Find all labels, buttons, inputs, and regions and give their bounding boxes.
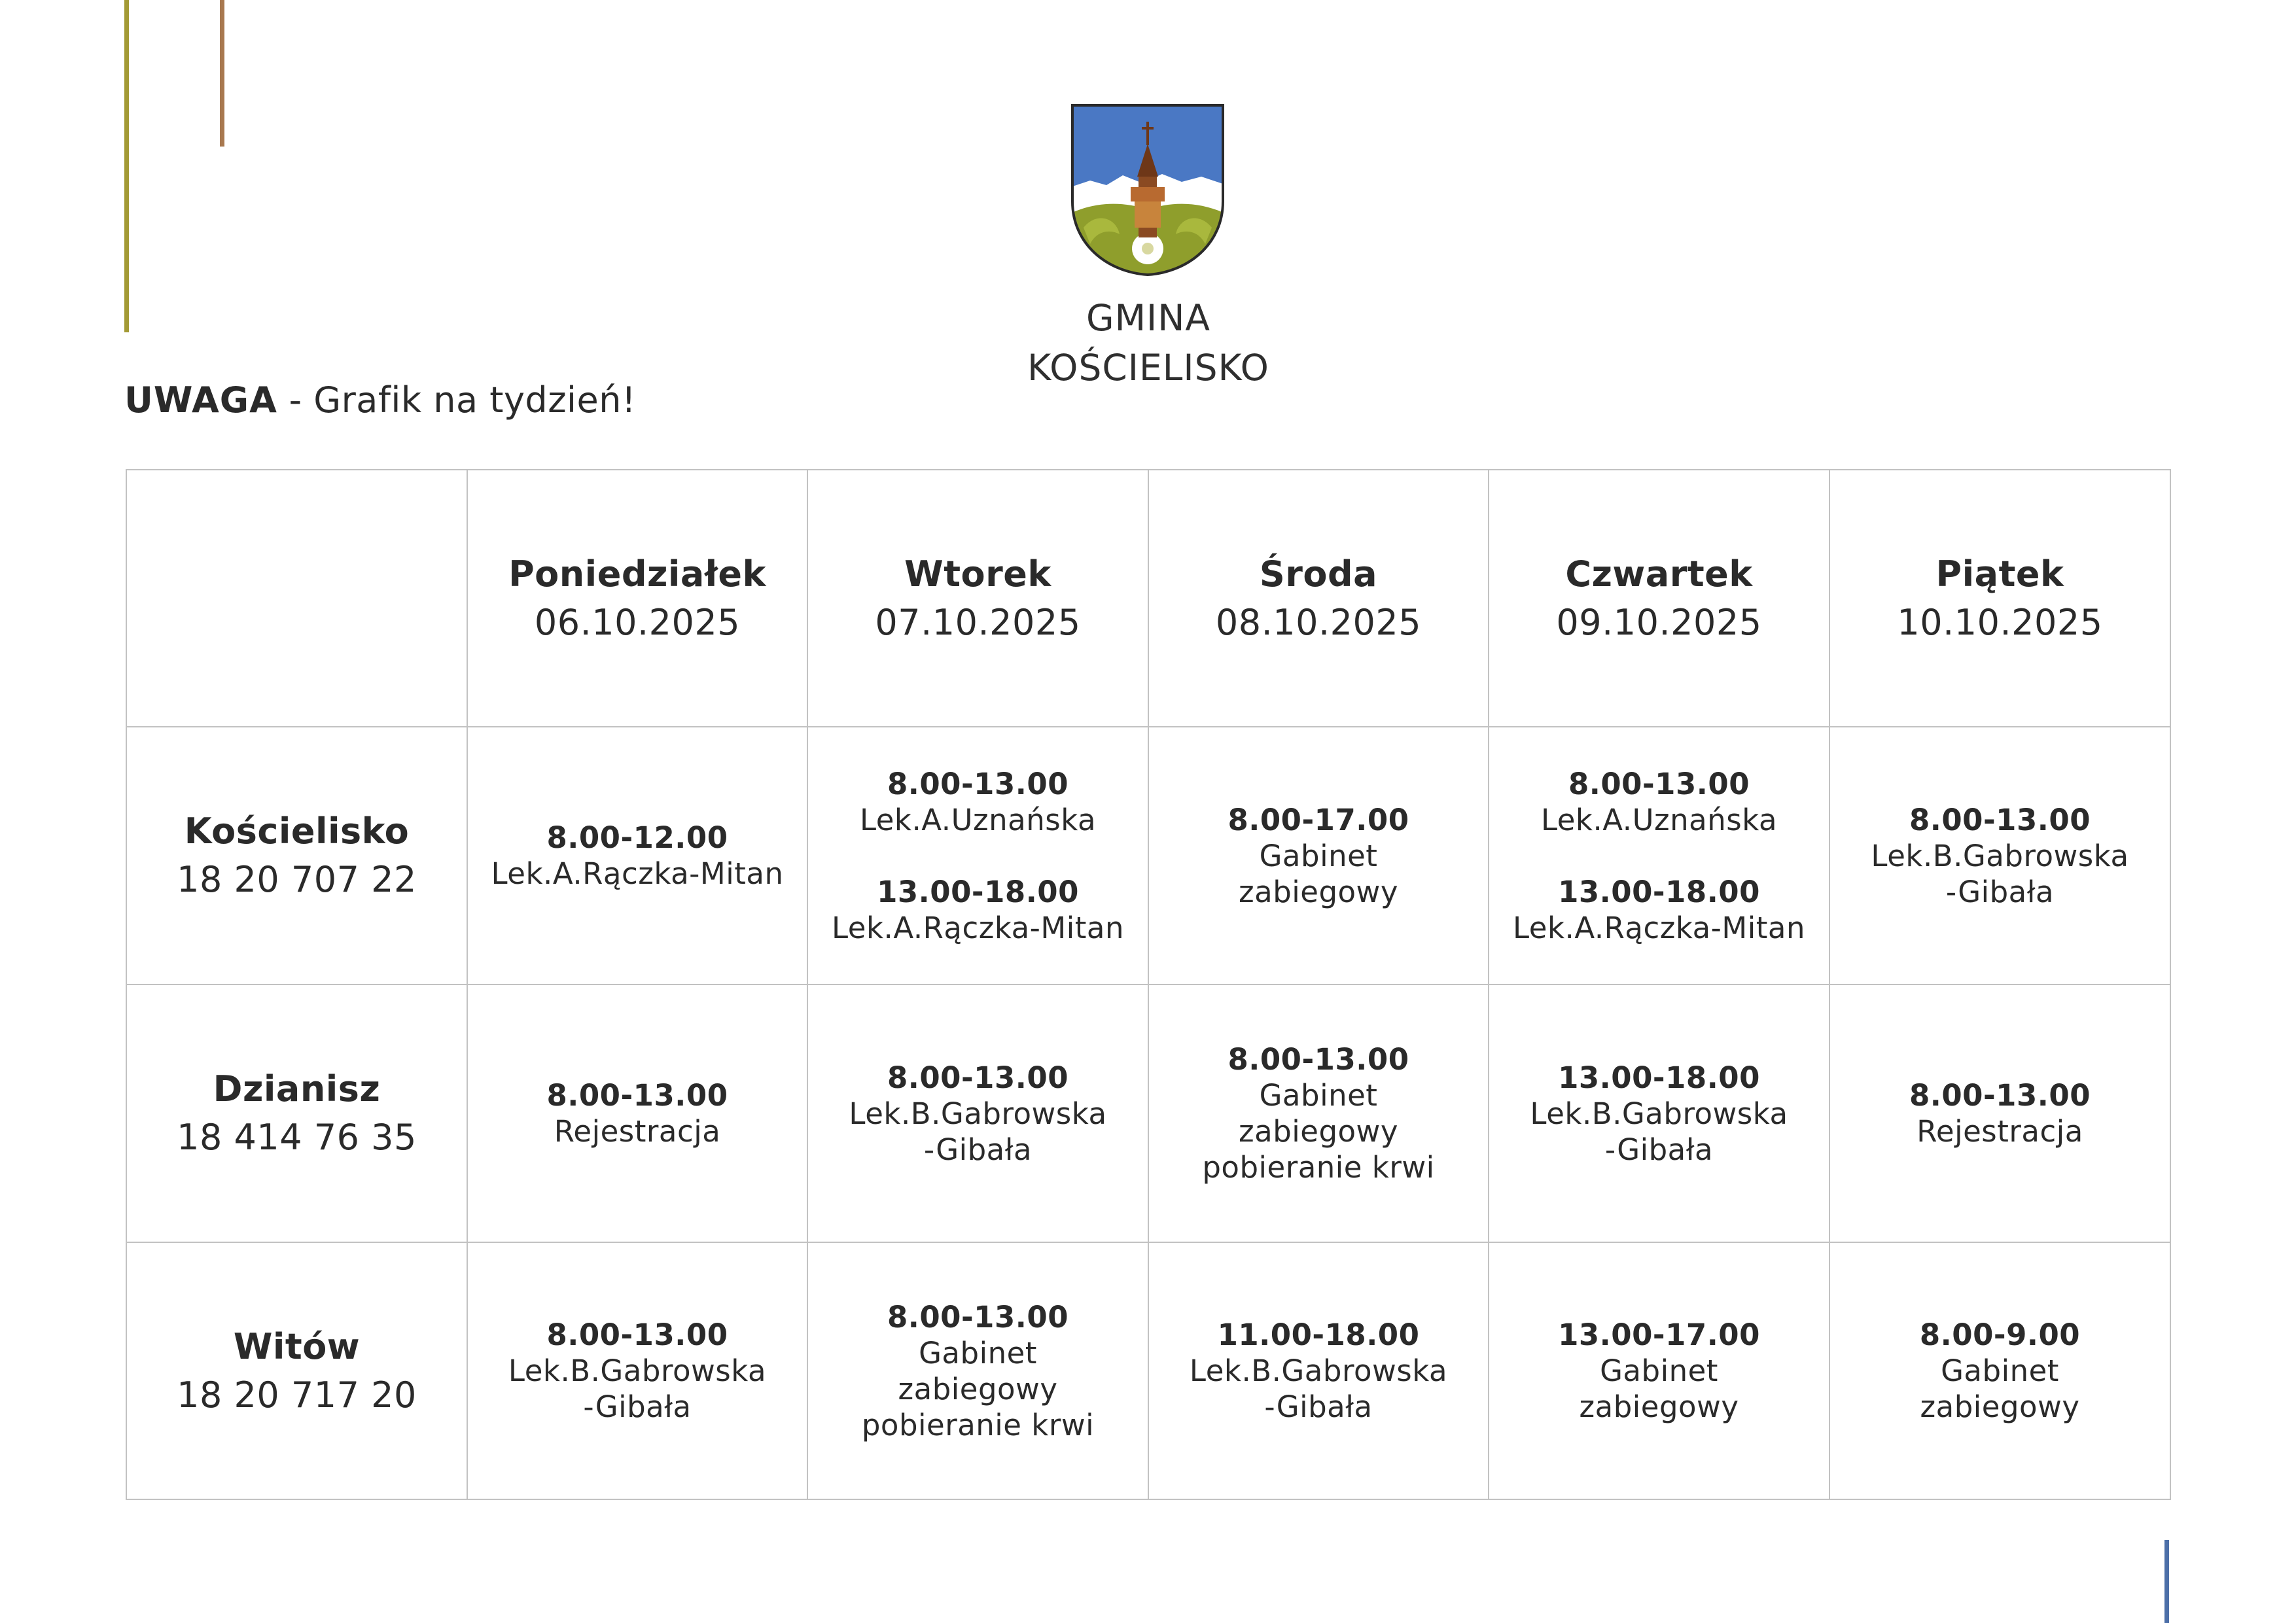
table-row (126, 727, 2170, 985)
table-row (126, 1242, 2170, 1499)
location-name: Dzianisz (213, 1068, 381, 1109)
service: zabiegowy (1239, 874, 1398, 909)
hours: 8.00-13.00 (546, 1078, 728, 1113)
service: Rejestracja (1916, 1114, 2083, 1149)
service: Gabinet (1941, 1353, 2059, 1388)
schedule-cell (1489, 985, 1829, 1242)
day-name: Poniedziałek (508, 553, 766, 595)
day-date: 07.10.2025 (875, 601, 1081, 643)
hours: 8.00-13.00 (1568, 766, 1750, 801)
schedule-cell (807, 985, 1148, 1242)
hours: 13.00-18.00 (1558, 874, 1760, 909)
schedule-cell (1829, 985, 2170, 1242)
hours: 8.00-13.00 (887, 1060, 1069, 1095)
service: Rejestracja (554, 1114, 721, 1149)
location-phone: 18 20 717 20 (177, 1374, 417, 1416)
service: Lek.A.Uznańska (1540, 802, 1778, 837)
day-header-cell (1148, 470, 1489, 727)
day-date: 08.10.2025 (1215, 601, 1422, 643)
service: -Gibała (1264, 1389, 1373, 1424)
day-header-cell (1489, 470, 1829, 727)
location-name: Witów (233, 1325, 361, 1367)
schedule-cell (467, 985, 807, 1242)
day-date: 09.10.2025 (1556, 601, 1762, 643)
service: zabiegowy (898, 1371, 1058, 1406)
hours: 13.00-18.00 (1558, 1060, 1760, 1095)
decorative-olive-line (124, 0, 129, 332)
hours: 8.00-13.00 (546, 1318, 728, 1352)
hours: 8.00-13.00 (887, 766, 1069, 801)
location-cell (126, 1242, 467, 1499)
service: zabiegowy (1579, 1389, 1739, 1424)
day-name: Środa (1259, 553, 1378, 595)
schedule-cell (1489, 727, 1829, 985)
notice-text: - Grafik na tydzień! (277, 379, 637, 421)
schedule-notice (124, 379, 636, 421)
day-date: 10.10.2025 (1897, 601, 2103, 643)
day-header-cell (1829, 470, 2170, 727)
service: Lek.B.Gabrowska (508, 1353, 767, 1388)
hours: 8.00-13.00 (1227, 1042, 1409, 1077)
service: -Gibała (1945, 874, 2055, 909)
service: Lek.A.Rączka-Mitan (1513, 910, 1805, 945)
municipality-title-line1: GMINA (1086, 297, 1211, 339)
schedule-cell (1489, 1242, 1829, 1499)
hours: 8.00-13.00 (1909, 802, 2091, 837)
notice-label: UWAGA (124, 379, 277, 421)
hours: 13.00-18.00 (877, 874, 1079, 909)
hours: 8.00-13.00 (887, 1299, 1069, 1335)
hours: 11.00-18.00 (1217, 1318, 1420, 1352)
service: Gabinet (919, 1335, 1037, 1370)
day-name: Piątek (1935, 553, 2064, 595)
schedule-cell (1148, 727, 1489, 985)
schedule-cell (807, 1242, 1148, 1499)
service: -Gibała (1604, 1132, 1714, 1167)
service: Lek.A.Rączka-Mitan (832, 910, 1124, 945)
municipality-title-line2: KOŚCIELISKO (1027, 347, 1269, 389)
service: Lek.B.Gabrowska (1530, 1096, 1788, 1131)
location-phone: 18 20 707 22 (177, 859, 417, 900)
decorative-brown-line (220, 0, 224, 147)
service: Lek.A.Rączka-Mitan (491, 856, 784, 891)
schedule-cell (467, 1242, 807, 1499)
service: Lek.B.Gabrowska (1871, 838, 2129, 873)
decorative-blue-line (2164, 1540, 2169, 1623)
day-header-cell (467, 470, 807, 727)
table-header-row (126, 470, 2170, 727)
municipality-title (887, 293, 1410, 393)
schedule-cell (1829, 727, 2170, 985)
service: zabiegowy (1920, 1389, 2080, 1424)
hours: 8.00-12.00 (546, 820, 728, 855)
location-phone: 18 414 76 35 (177, 1117, 417, 1158)
schedule-cell (1829, 1242, 2170, 1499)
service: pobieranie krwi (1202, 1150, 1435, 1185)
day-header-cell (807, 470, 1148, 727)
schedule-cell (1148, 1242, 1489, 1499)
service: Gabinet (1259, 1078, 1378, 1113)
corner-cell (126, 470, 467, 727)
service: Gabinet (1259, 838, 1378, 873)
service: Lek.A.Uznańska (859, 802, 1097, 837)
hours: 8.00-17.00 (1227, 802, 1409, 837)
table-row (126, 985, 2170, 1242)
schedule-cell (467, 727, 807, 985)
schedule-cell (1148, 985, 1489, 1242)
hours: 13.00-17.00 (1558, 1318, 1760, 1352)
service: -Gibała (583, 1389, 692, 1424)
day-name: Wtorek (904, 553, 1051, 595)
service: Gabinet (1600, 1353, 1718, 1388)
hours: 8.00-9.00 (1919, 1318, 2081, 1352)
coat-of-arms-icon (1070, 103, 1225, 277)
location-name: Kościelisko (184, 811, 410, 852)
hours: 8.00-13.00 (1909, 1078, 2091, 1113)
service: -Gibała (923, 1132, 1033, 1167)
day-date: 06.10.2025 (534, 601, 741, 643)
location-cell (126, 727, 467, 985)
location-cell (126, 985, 467, 1242)
day-name: Czwartek (1565, 553, 1753, 595)
service: Lek.B.Gabrowska (849, 1096, 1107, 1131)
weekly-schedule-table (126, 469, 2171, 1500)
service: Lek.B.Gabrowska (1189, 1353, 1448, 1388)
schedule-cell (807, 727, 1148, 985)
service: zabiegowy (1239, 1114, 1398, 1149)
service: pobieranie krwi (861, 1407, 1095, 1442)
